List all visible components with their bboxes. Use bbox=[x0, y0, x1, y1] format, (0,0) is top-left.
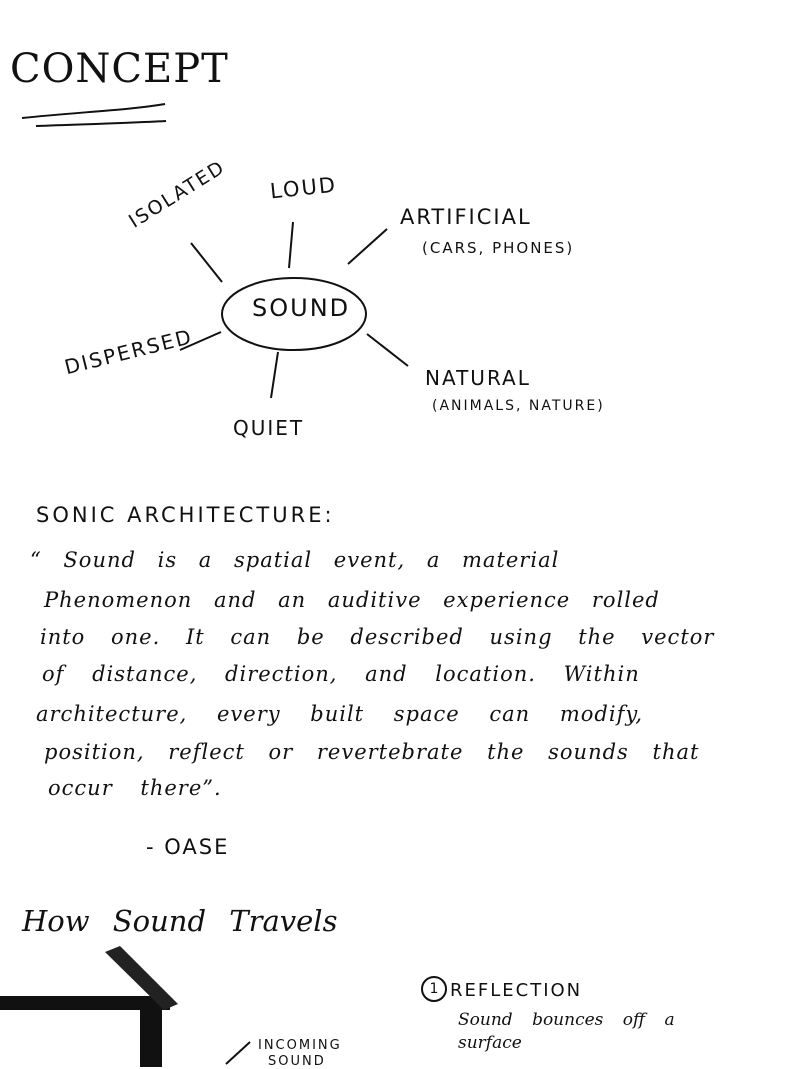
spoke-artificial bbox=[348, 229, 387, 264]
reflection-description-2: surface bbox=[458, 1033, 522, 1053]
node-natural: NATURAL bbox=[425, 366, 531, 390]
quote-line: Phenomenon and an auditive experience rolled bbox=[44, 588, 660, 612]
quote-line: into one. It can be described using the vector bbox=[40, 625, 715, 649]
concept-underline-2 bbox=[36, 121, 166, 126]
node-quiet: QUIET bbox=[233, 416, 305, 440]
node-dispersed: DISPERSED bbox=[62, 324, 196, 380]
concept-title: CONCEPT bbox=[10, 46, 229, 92]
incoming-sound-label: INCOMING bbox=[258, 1038, 342, 1053]
wall-diagram bbox=[0, 946, 250, 1067]
mindmap-center-label: SOUND bbox=[252, 294, 351, 322]
travels-heading: How Sound Travels bbox=[22, 904, 338, 938]
reflection-description: Sound bounces off a bbox=[458, 1010, 675, 1030]
quote-attribution: - OASE bbox=[146, 835, 230, 859]
quote-line: occur there”. bbox=[48, 776, 222, 800]
reflection-number-badge: 1 bbox=[421, 976, 447, 1002]
concept-underline bbox=[22, 104, 165, 118]
node-loud: LOUD bbox=[268, 172, 339, 204]
quote-line: “ Sound is a spatial event, a material bbox=[30, 548, 560, 572]
spoke-isolated bbox=[191, 243, 222, 282]
node-artificial-note: (CARS, PHONES) bbox=[422, 239, 575, 257]
incoming-sound-label-2: SOUND bbox=[268, 1054, 326, 1069]
node-isolated: ISOLATED bbox=[125, 156, 230, 233]
sonic-heading: SONIC ARCHITECTURE: bbox=[36, 503, 335, 527]
wall-vertical bbox=[140, 1000, 162, 1067]
spoke-natural bbox=[367, 334, 408, 366]
spoke-loud bbox=[289, 222, 293, 268]
node-artificial: ARTIFICIAL bbox=[400, 205, 532, 229]
quote-line: architecture, every built space can modify, bbox=[36, 702, 644, 726]
incoming-sound-arrow bbox=[226, 1042, 250, 1064]
quote-line: of distance, direction, and location. Within bbox=[42, 662, 640, 686]
reflection-title: REFLECTION bbox=[450, 980, 583, 1001]
node-natural-note: (ANIMALS, NATURE) bbox=[432, 398, 605, 414]
spoke-quiet bbox=[271, 352, 278, 398]
quote-line: position, reflect or revertebrate the sounds that bbox=[44, 740, 700, 764]
